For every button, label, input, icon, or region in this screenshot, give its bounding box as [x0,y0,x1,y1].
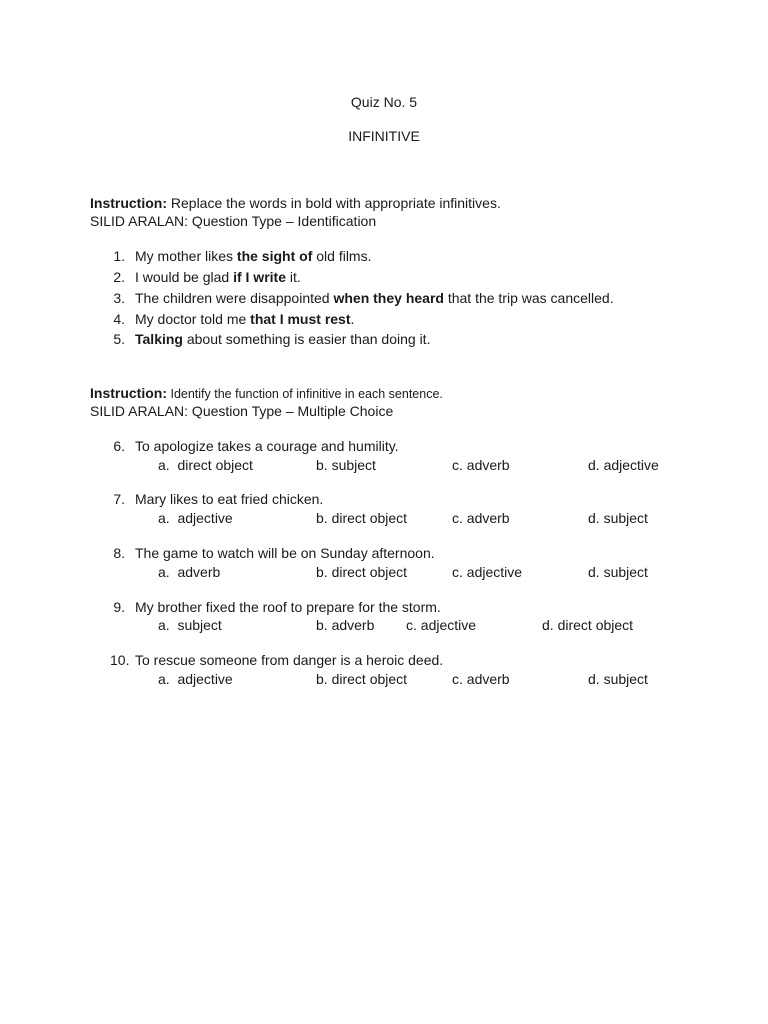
option-b: b. adverb [316,617,375,633]
quiz-topic: INFINITIVE [348,128,420,144]
instruction-text: Replace the words in bold with appropriate infinitives. [167,195,501,211]
option-b: b. direct object [316,510,408,526]
option-c: c. adverb [452,510,510,526]
option-a: a. adjective [158,671,233,687]
option-b: b. direct object [316,564,408,580]
question-text: My brother fixed the roof to prepare for the storm. [135,599,441,615]
question-type-2: SILID ARALAN: Question Type – Multiple Choice [90,403,394,419]
option-a: a. subject [158,617,222,633]
option-c: c. adverb [452,457,510,473]
instruction-text: Identify the function of infinitive in each sentence. [167,387,443,401]
option-b: b. subject [316,457,376,473]
question-text: The game to watch will be on Sunday afternoon. [135,545,435,561]
option-d: d. subject [588,510,648,526]
option-d: d. subject [588,671,648,687]
instruction-label: Instruction: [90,385,167,401]
option-b: b. direct object [316,671,408,687]
option-a: a. adverb [158,564,221,580]
instruction-2 [90,385,443,401]
question-type-1: SILID ARALAN: Question Type – Identification [90,213,377,229]
option-d: d. direct object [542,617,634,633]
instruction-1 [90,195,501,211]
option-c: c. adjective [406,617,477,633]
option-d: d. adjective [588,457,659,473]
question-text: Mary likes to eat fried chicken. [135,491,324,507]
question-text: To apologize takes a courage and humility. [135,438,399,454]
question-text: To rescue someone from danger is a heroic deed. [135,652,444,668]
option-c: c. adjective [452,564,523,580]
option-a: a. direct object [158,457,253,473]
instruction-label: Instruction: [90,195,167,211]
quiz-number: Quiz No. 5 [350,94,418,110]
option-d: d. subject [588,564,648,580]
option-c: c. adverb [452,671,510,687]
option-a: a. adjective [158,510,233,526]
